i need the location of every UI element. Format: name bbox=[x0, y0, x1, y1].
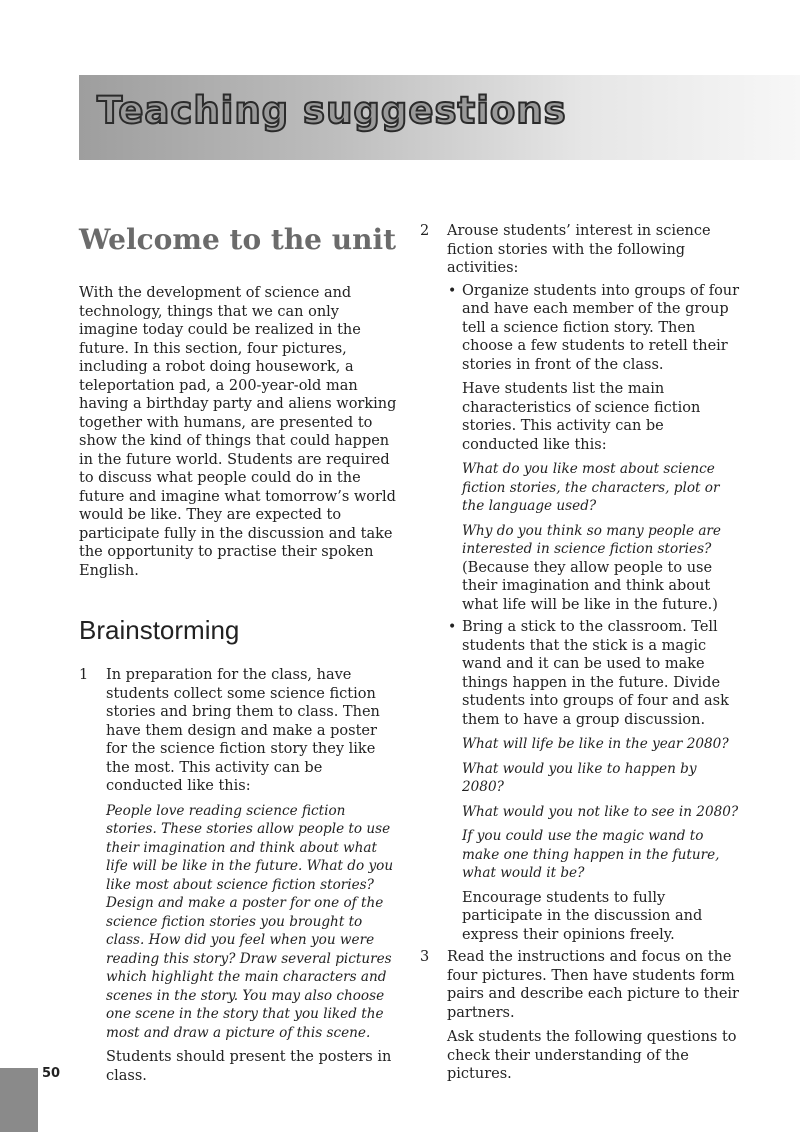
page-number: 50 bbox=[42, 1066, 61, 1081]
bullet-question-1: What do you like most about science fiction stories, the characters, plot or the language used? bbox=[462, 461, 720, 514]
bullet-item-1 bbox=[447, 282, 742, 615]
item-text: In preparation for the class, have students collect some science fiction stories and bring them to class. Then have them design and make a poster for the science fiction story they like the most. This activity can be conducted like this: bbox=[106, 667, 380, 794]
numbered-item-2 bbox=[420, 222, 742, 944]
page-title: Teaching suggestions bbox=[97, 89, 567, 132]
bullet-question-2: What would you like to happen by 2080? bbox=[462, 760, 697, 795]
bullet-question-3: What would you not like to see in 2080? bbox=[462, 803, 739, 820]
bullet-item-2 bbox=[447, 618, 742, 944]
item-text: Read the instructions and focus on the four pictures. Then have students form pairs and describe each picture to their partners. bbox=[447, 949, 739, 1021]
left-column bbox=[79, 222, 399, 1085]
item-number: 2 bbox=[420, 223, 430, 239]
bullet-answer: (Because they allow people to use their imagination and think about what life will be like in the future.) bbox=[462, 559, 718, 613]
bullet-closing: Encourage students to fully participate in the discussion and express their opinions freely. bbox=[462, 889, 703, 943]
bullet-dot-icon: • bbox=[448, 282, 457, 299]
numbered-item-1 bbox=[79, 666, 399, 1085]
bullet-question-4: If you could use the magic wand to make one thing happen in the future, what would it be? bbox=[462, 828, 720, 881]
bullet-text-2: Have students list the main characteristics of science fiction stories. This activity can be conducted like this: bbox=[462, 381, 701, 453]
numbered-item-3 bbox=[420, 948, 742, 1084]
item-italic-example: People love reading science fiction stories. These stories allow people to use their imagination and think about what life will be like in the future. What do you like most about science fiction stories? Design and make a poster for one of the science fiction stories you brought to class. How did you feel when you were reading this story? Draw several pictures which highlight the main characters and scenes in the story. You may also choose one scene in the story that you liked the most and draw a picture of this scene. bbox=[106, 802, 394, 1041]
item-text: Arouse students’ interest in science fiction stories with the following activities: bbox=[447, 223, 711, 276]
bullet-text: Bring a stick to the classroom. Tell students that the stick is a magic wand and it can be used to make things happen in the future. Divide students into groups of four and ask them to have a group discussion. bbox=[462, 619, 729, 728]
page-tab bbox=[0, 1068, 38, 1132]
bullet-question-2: Why do you think so many people are interested in science fiction stories? bbox=[462, 522, 721, 557]
welcome-heading: Welcome to the unit bbox=[79, 223, 397, 256]
bullet-text: Organize students into groups of four and have each member of the group tell a science fiction story. Then choose a few students to retell their stories in front of the class. bbox=[462, 282, 740, 373]
title-banner bbox=[79, 75, 800, 160]
item-text-2: Ask students the following questions to check their understanding of the pictures. bbox=[447, 1029, 737, 1082]
right-column bbox=[420, 222, 742, 1084]
item-number: 3 bbox=[420, 949, 430, 965]
bullet-question-1: What will life be like in the year 2080? bbox=[462, 736, 729, 752]
item-closing: Students should present the posters in class. bbox=[106, 1049, 392, 1084]
brainstorming-heading: Brainstorming bbox=[79, 615, 240, 645]
welcome-paragraph: With the development of science and technology, things that we can only imagine today could be realized in the future. In this section, four pictures, including a robot doing housework, a teleportation pad, a 200-year-old man having a birthday party and aliens working together with humans, are presented to show the kind of things that could happen in the future world. Students are required to discuss what people could do in the future and imagine what tomorrow’s world would be like. They are expected to participate fully in the discussion and take the opportunity to practise their spoken English. bbox=[79, 285, 397, 579]
bullet-dot-icon: • bbox=[448, 619, 457, 635]
item-number: 1 bbox=[79, 667, 89, 683]
